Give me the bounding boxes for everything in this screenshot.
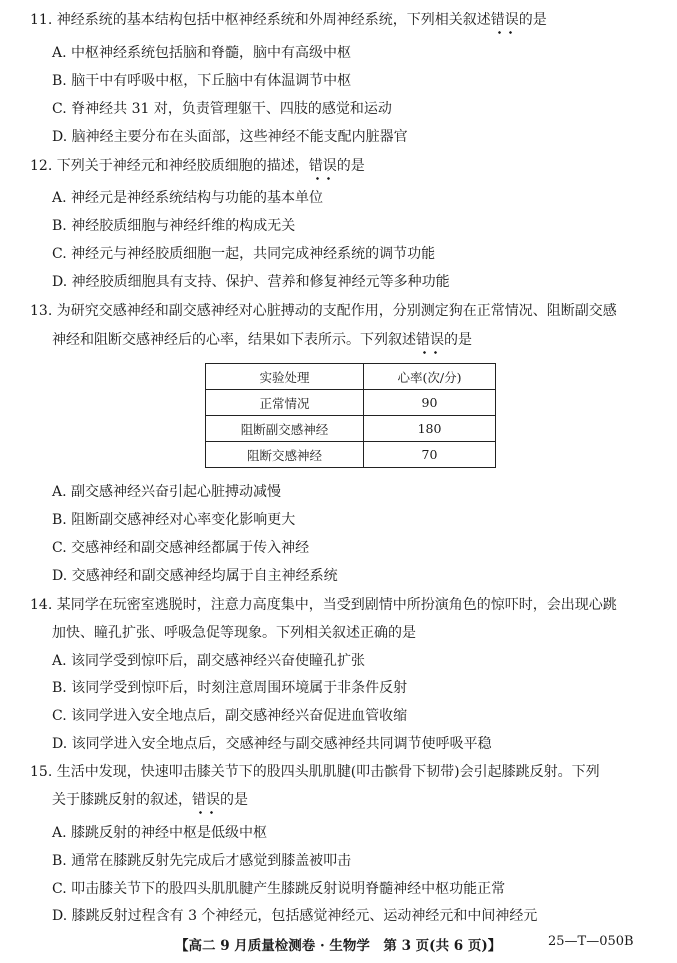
option-c: C. 神经元与神经胶质细胞一起，共同完成神经系统的调节功能: [52, 246, 436, 262]
stem-text: 11. 神经系统的基本结构包括中枢神经系统和外周神经系统，下列相关叙述: [30, 12, 491, 28]
option-b: B. 阻断副交感神经对心率变化影响更大: [52, 512, 296, 528]
option-a: A. 膝跳反射的神经中枢是低级中枢: [52, 825, 268, 841]
question-12-stem: [30, 157, 365, 175]
stem-text: 12. 下列关于神经元和神经胶质细胞的描述，: [30, 158, 309, 174]
stem-text-end: 的是: [444, 332, 472, 348]
question-14-stem-line1: 14. 某同学在玩密室逃脱时，注意力高度集中，当受到剧情中所扮演角色的惊吓时，会出现心跳: [30, 597, 617, 613]
option-c: C. 交感神经和副交感神经都属于传入神经: [52, 540, 310, 556]
table-row: [206, 390, 496, 416]
option-d: D. 神经胶质细胞具有支持、保护、营养和修复神经元等多种功能: [52, 274, 450, 290]
table-header-row: [206, 364, 496, 390]
emphasis-word: 错误: [416, 332, 444, 348]
question-15-stem-line2: [52, 791, 248, 809]
question-15-stem-line1: 15. 生活中发现，快速叩击膝关节下的股四头肌肌腱(叩击髌骨下韧带)会引起膝跳反射。下列: [30, 764, 600, 780]
option-a: A. 该同学受到惊吓后，副交感神经兴奋使瞳孔扩张: [52, 653, 366, 669]
option-d: D. 该同学进入安全地点后，交感神经与副交感神经共同调节使呼吸平稳: [52, 736, 492, 752]
exam-code: 25—T—050B: [548, 934, 634, 949]
emphasis-word: 错误: [308, 158, 337, 174]
table-cell: 70: [364, 442, 496, 468]
option-d: D. 脑神经主要分布在头面部，这些神经不能支配内脏器官: [52, 129, 408, 145]
option-b: B. 该同学受到惊吓后，时刻注意周围环境属于非条件反射: [52, 680, 408, 696]
table-cell: 90: [364, 390, 496, 416]
page-footer: [175, 934, 501, 954]
option-d: D. 膝跳反射过程含有 3 个神经元，包括感觉神经元、运动神经元和中间神经元: [52, 908, 538, 924]
table-cell: 阻断交感神经: [206, 442, 364, 468]
emphasis-word: 错误: [192, 792, 220, 808]
option-c: C. 脊神经共 31 对，负责管理躯干、四肢的感觉和运动: [52, 101, 392, 117]
option-a: A. 中枢神经系统包括脑和脊髓，脑中有高级中枢: [52, 45, 352, 61]
footer-title: 【高二 9 月质量检测卷 · 生物学 第 3 页(共 6 页)】: [175, 938, 502, 954]
stem-text-end: 的是: [336, 158, 365, 174]
table-header: 心率(次/分): [364, 364, 496, 390]
table-cell: 180: [364, 416, 496, 442]
stem-text: 神经和阻断交感神经后的心率，结果如下表所示。下列叙述: [52, 332, 416, 348]
option-c: C. 叩击膝关节下的股四头肌肌腱产生膝跳反射说明脊髓神经中枢功能正常: [52, 881, 506, 897]
option-d: D. 交感神经和副交感神经均属于自主神经系统: [52, 568, 338, 584]
question-13-stem-line1: 13. 为研究交感神经和副交感神经对心脏搏动的支配作用，分别测定狗在正常情况、阻断副交感: [30, 303, 617, 319]
stem-text-end: 的是: [220, 792, 248, 808]
option-b: B. 通常在膝跳反射先完成后才感觉到膝盖被叩击: [52, 853, 352, 869]
stem-text: 关于膝跳反射的叙述，: [52, 792, 192, 808]
option-c: C. 该同学进入安全地点后，副交感神经兴奋促进血管收缩: [52, 708, 408, 724]
table-cell: 阻断副交感神经: [206, 416, 364, 442]
option-b: B. 神经胶质细胞与神经纤维的构成无关: [52, 218, 296, 234]
question-14-stem-line2: 加快、瞳孔扩张、呼吸急促等现象。下列相关叙述正确的是: [52, 625, 416, 641]
table-cell: 正常情况: [206, 390, 364, 416]
option-b: B. 脑干中有呼吸中枢，下丘脑中有体温调节中枢: [52, 73, 352, 89]
question-11-stem: [30, 11, 547, 29]
question-13-stem-line2: [52, 331, 472, 349]
stem-text-end: 的是: [518, 12, 547, 28]
emphasis-word: 错误: [490, 12, 519, 28]
option-a: A. 神经元是神经系统结构与功能的基本单位: [52, 190, 324, 206]
option-a: A. 副交感神经兴奋引起心脏搏动减慢: [52, 484, 282, 500]
table-header: 实验处理: [206, 364, 364, 390]
table-row: [206, 416, 496, 442]
table-row: [206, 442, 496, 468]
heart-rate-table: [205, 363, 496, 468]
